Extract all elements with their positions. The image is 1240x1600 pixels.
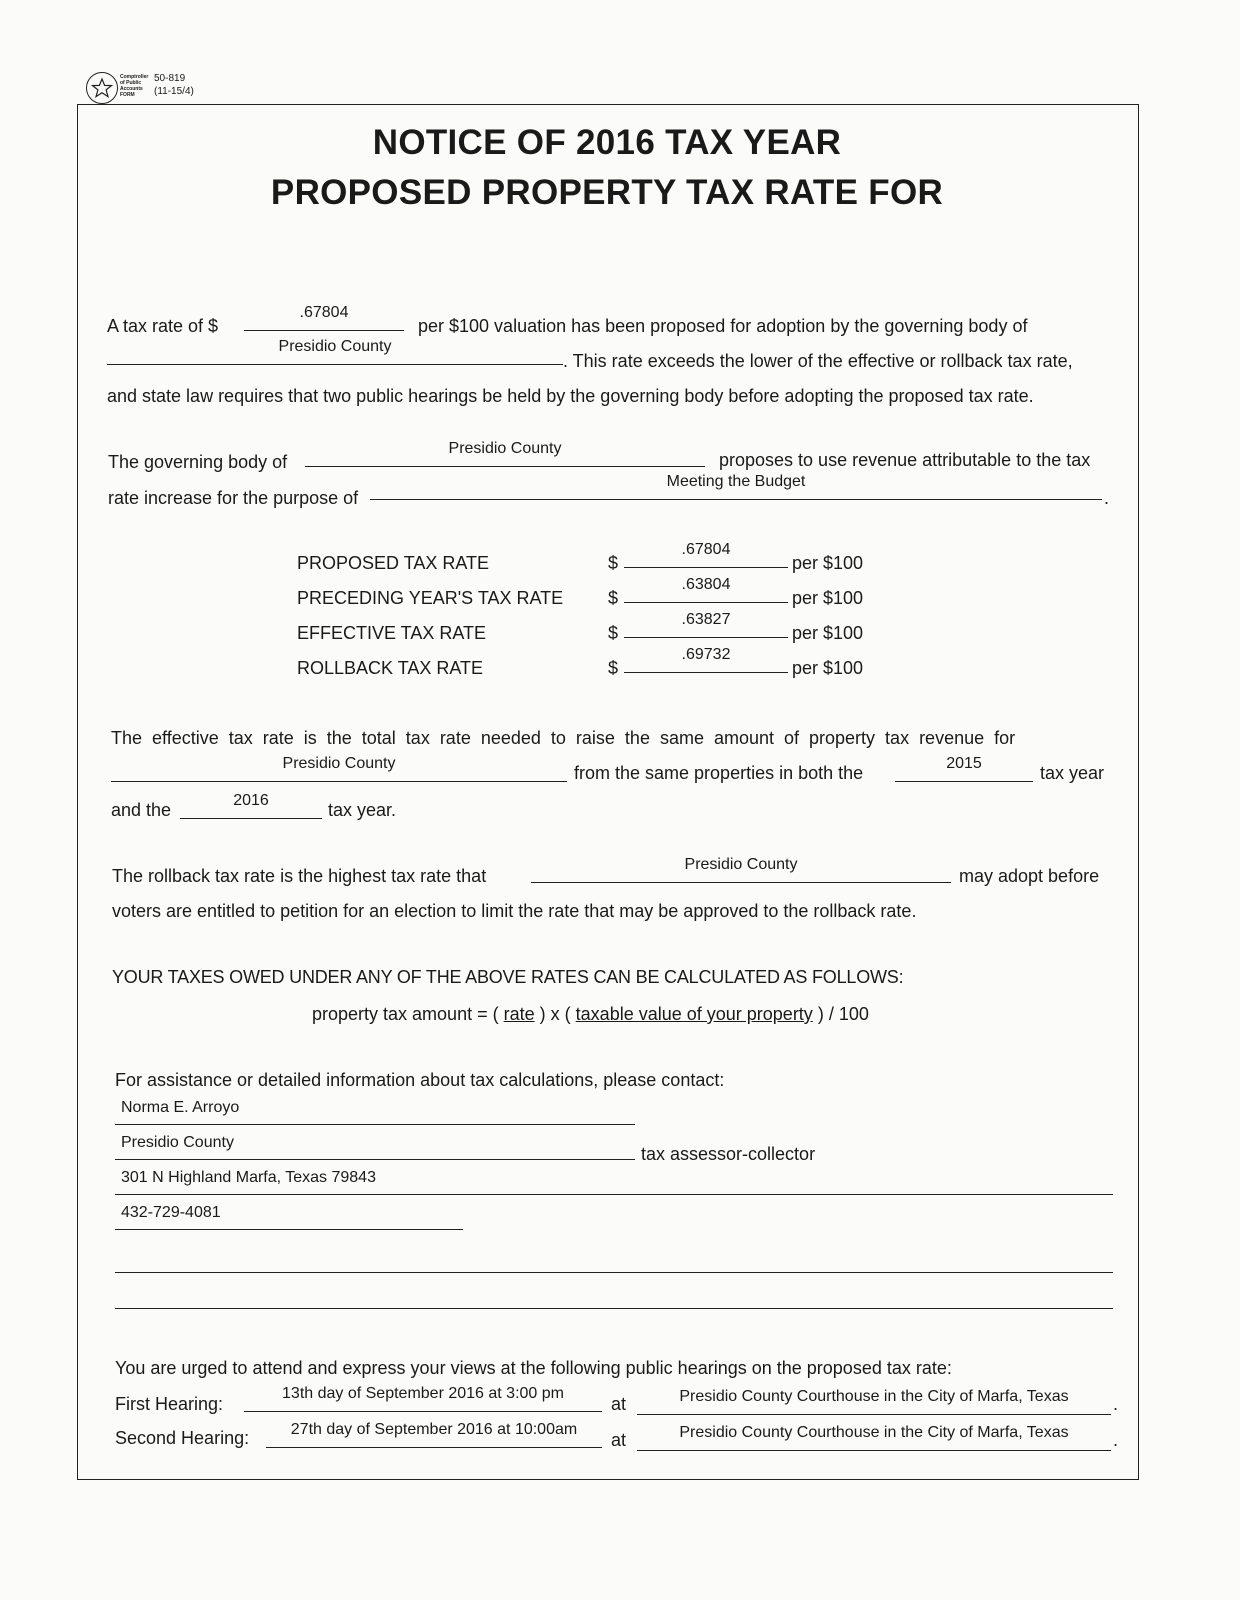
rate-currency: $: [608, 588, 619, 608]
para2-text-b: proposes to use revenue attributable to the tax: [719, 450, 1091, 470]
contact-blank-line: [115, 1250, 1113, 1273]
year2-field: 2016: [180, 796, 322, 819]
formula-rate: rate: [503, 1004, 535, 1024]
formula-value: taxable value of your property: [575, 1004, 813, 1024]
para4-text-a: The rollback tax rate is the highest tax rate that: [112, 866, 487, 886]
second-hearing-label: Second Hearing:: [115, 1428, 250, 1448]
para4-text-c: voters are entitled to petition for an election to limit the rate that may be approved to the rollback rate.: [112, 901, 917, 921]
para4-text-b: may adopt before: [959, 866, 1100, 886]
rate-label-preceding: PRECEDING YEAR'S TAX RATE: [297, 588, 564, 608]
agency-label: Comptroller of Public Accounts FORM: [120, 74, 149, 98]
comptroller-seal-icon: [86, 72, 118, 104]
rate-value-rollback: .69732: [624, 650, 788, 673]
contact-phone-field: 432-729-4081: [115, 1208, 463, 1230]
rate-unit: per $100: [792, 623, 864, 643]
hearings-intro: You are urged to attend and express your views at the following public hearings on the proposed tax rate:: [115, 1358, 952, 1378]
para1-text-b: per $100 valuation has been proposed for adoption by the governing body of: [418, 316, 1028, 336]
hearing-end: .: [1113, 1430, 1119, 1450]
form-number-block: [154, 72, 194, 98]
para4-entity-field: Presidio County: [531, 860, 951, 883]
contact-office-role: tax assessor-collector: [641, 1144, 816, 1164]
rate-currency: $: [608, 658, 619, 678]
form-revision: (11-15/4): [154, 86, 194, 97]
first-hearing-when-field: 13th day of September 2016 at 3:00 pm: [244, 1389, 602, 1412]
para2-text-d: .: [1104, 488, 1110, 508]
rate-label-proposed: PROPOSED TAX RATE: [297, 553, 490, 573]
formula-mid: ) x (: [539, 1004, 571, 1024]
title-line-1: NOTICE OF 2016 TAX YEAR: [372, 123, 842, 162]
para3-text-a: The effective tax rate is the total tax rate needed to raise the same amount of property tax revenue for: [111, 728, 1016, 748]
para3-entity-field: Presidio County: [111, 759, 567, 782]
first-hearing-label: First Hearing:: [115, 1394, 224, 1414]
contact-address-field: 301 N Highland Marfa, Texas 79843: [115, 1173, 1113, 1195]
formula-line: [312, 1004, 869, 1025]
contact-heading: For assistance or detailed information about tax calculations, please contact:: [115, 1070, 725, 1090]
rate-value-effective: .63827: [624, 615, 788, 638]
formula-prefix: property tax amount = (: [312, 1004, 499, 1024]
second-hearing-where-field: Presidio County Courthouse in the City of Marfa, Texas: [637, 1428, 1111, 1451]
proposed-rate-field: .67804: [244, 308, 404, 331]
para1-text-a: A tax rate of $: [107, 316, 219, 336]
second-hearing-when-field: 27th day of September 2016 at 10:00am: [266, 1425, 602, 1448]
formula-suffix: ) / 100: [817, 1004, 869, 1024]
year1-field: 2015: [895, 759, 1033, 782]
formula-heading: YOUR TAXES OWED UNDER ANY OF THE ABOVE RATES CAN BE CALCULATED AS FOLLOWS:: [112, 967, 904, 987]
rate-currency: $: [608, 623, 619, 643]
para2-text-c: rate increase for the purpose of: [108, 488, 359, 508]
first-hearing-where-field: Presidio County Courthouse in the City of Marfa, Texas: [637, 1392, 1111, 1415]
para3-text-d: and the: [111, 800, 172, 820]
purpose-field: Meeting the Budget: [370, 477, 1102, 500]
title-line-2: PROPOSED PROPERTY TAX RATE FOR: [270, 173, 944, 212]
para1-text-c: . This rate exceeds the lower of the effective or rollback tax rate,: [563, 351, 1073, 371]
governing-entity-field: Presidio County: [107, 342, 563, 365]
para3-text-b: from the same properties in both the: [574, 763, 864, 783]
contact-blank-line: [115, 1286, 1113, 1309]
para3-text-e: tax year.: [328, 800, 397, 820]
form-number: 50-819: [154, 73, 186, 84]
hearing-at: at: [611, 1430, 627, 1450]
rate-label-effective: EFFECTIVE TAX RATE: [297, 623, 487, 643]
contact-office-field: Presidio County: [115, 1138, 635, 1160]
rate-currency: $: [608, 553, 619, 573]
rate-label-rollback: ROLLBACK TAX RATE: [297, 658, 484, 678]
rate-value-preceding: .63804: [624, 580, 788, 603]
para2-entity-field: Presidio County: [305, 444, 705, 467]
para2-text-a: The governing body of: [108, 452, 288, 472]
hearing-at: at: [611, 1394, 627, 1414]
hearing-end: .: [1113, 1394, 1119, 1414]
rate-unit: per $100: [792, 658, 864, 678]
contact-name-field: Norma E. Arroyo: [115, 1103, 635, 1125]
para3-text-c: tax year: [1040, 763, 1105, 783]
rate-unit: per $100: [792, 588, 864, 608]
rate-value-proposed: .67804: [624, 545, 788, 568]
para1-text-d: and state law requires that two public hearings be held by the governing body before adopting the proposed tax rate.: [107, 386, 1034, 406]
rate-unit: per $100: [792, 553, 864, 573]
